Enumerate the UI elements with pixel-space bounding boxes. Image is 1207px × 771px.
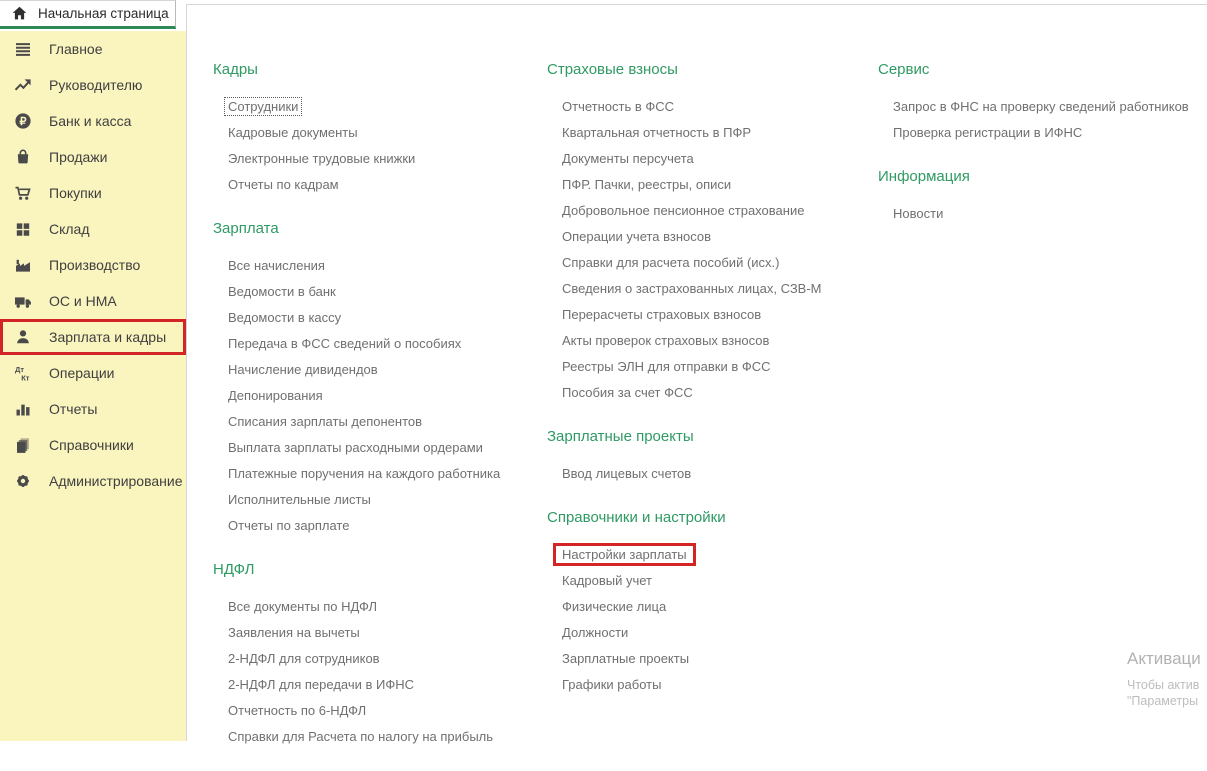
menu-link[interactable]	[213, 645, 545, 671]
sidebar-item-otchety[interactable]	[0, 391, 186, 427]
menu-link[interactable]	[213, 512, 545, 538]
menu-link[interactable]	[547, 379, 879, 405]
menu-link[interactable]	[878, 200, 1207, 226]
chart-icon	[14, 400, 34, 418]
section-title-servis: Сервис	[878, 61, 930, 78]
sidebar-item-label: Зарплата и кадры	[49, 329, 167, 345]
grid-icon	[14, 220, 34, 238]
section-title-spravochniki-i-nastrojki: Справочники и настройки	[547, 509, 726, 526]
sidebar-item-label: Главное	[49, 41, 103, 57]
menu-link-label: Передача в ФСС сведений о пособиях	[228, 335, 462, 351]
menu-link[interactable]	[213, 119, 545, 145]
ruble-icon	[14, 112, 34, 130]
sidebar-item-label: Банк и касса	[49, 113, 132, 129]
sidebar-item-operacii[interactable]	[0, 355, 186, 391]
menu-link[interactable]	[547, 593, 879, 619]
sidebar-item-label: Продажи	[49, 149, 108, 165]
column-kadry-zarplata-ndfl	[213, 60, 545, 771]
menu-link[interactable]	[213, 278, 545, 304]
trend-icon	[14, 76, 34, 94]
menu-link[interactable]	[547, 223, 879, 249]
menu-link[interactable]	[213, 145, 545, 171]
sidebar-item-zarplata-i-kadry[interactable]	[0, 319, 186, 355]
menu-link[interactable]	[213, 356, 545, 382]
svg-text:Кт: Кт	[21, 373, 30, 382]
menu-link-label: Проверка регистрации в ИФНС	[893, 124, 1083, 140]
menu-link-label: Кадровые документы	[228, 124, 358, 140]
menu-link-label: Сведения о застрахованных лицах, СЗВ-М	[562, 280, 822, 296]
menu-link-label: Отчеты по зарплате	[228, 517, 350, 533]
section-zarplatnye-proekty	[547, 427, 879, 486]
menu-link-label: Графики работы	[562, 676, 662, 692]
menu-link-label: Зарплатные проекты	[562, 650, 690, 666]
menu-link[interactable]	[547, 460, 879, 486]
section-zarplata	[213, 219, 545, 538]
menu-link-label: Документы персучета	[562, 150, 694, 166]
menu-link[interactable]	[547, 645, 879, 671]
menu-link-label: Отчетность в ФСС	[562, 98, 675, 114]
menu-link-label: Ввод лицевых счетов	[562, 465, 692, 481]
menu-link[interactable]	[547, 249, 879, 275]
menu-link-label: Начисление дивидендов	[228, 361, 378, 377]
menu-link-label: Настройки зарплаты	[553, 543, 696, 566]
menu-link[interactable]	[213, 486, 545, 512]
column-vznosy-proekty-nastrojki	[547, 60, 879, 719]
menu-link[interactable]	[213, 723, 545, 749]
books-icon	[14, 436, 34, 454]
section-ndfl	[213, 560, 545, 749]
section-title-ndfl: НДФЛ	[213, 561, 255, 578]
sidebar-item-os-i-nma[interactable]	[0, 283, 186, 319]
sidebar-item-label: Справочники	[49, 437, 134, 453]
watermark-line: Чтобы актив	[1127, 678, 1200, 692]
sidebar-item-label: Отчеты	[49, 401, 98, 417]
menu-link-label: Операции учета взносов	[562, 228, 712, 244]
menu-link-label: Справки для Расчета по налогу на прибыль	[228, 728, 494, 744]
menu-link-label: Ведомости в банк	[228, 283, 336, 299]
menu-link-label: Справки для расчета пособий (исх.)	[562, 254, 780, 270]
menu-link-label: Платежные поручения на каждого работника	[228, 465, 501, 481]
sidebar-item-label: Склад	[49, 221, 90, 237]
sidebar-item-rukovoditelyu[interactable]	[0, 67, 186, 103]
menu-link[interactable]	[213, 171, 545, 197]
menu-link[interactable]	[213, 408, 545, 434]
sidebar-item-sklad[interactable]	[0, 211, 186, 247]
section-title-zarplatnye-proekty: Зарплатные проекты	[547, 428, 694, 445]
section-servis	[878, 60, 1207, 145]
menu-link[interactable]	[213, 434, 545, 460]
menu-icon	[14, 40, 34, 58]
menu-link-label: Списания зарплаты депонентов	[228, 413, 423, 429]
tab-label: Начальная страница	[38, 6, 169, 21]
menu-link-label: Ведомости в кассу	[228, 309, 342, 325]
menu-link[interactable]	[547, 567, 879, 593]
menu-link-label: Отчетность по 6-НДФЛ	[228, 702, 367, 718]
watermark-line: Активаци	[1127, 649, 1201, 668]
sidebar-item-label: Администрирование	[49, 473, 183, 489]
menu-link-label: Добровольное пенсионное страхование	[562, 202, 805, 218]
sidebar-item-label: Операции	[49, 365, 115, 381]
menu-link[interactable]	[878, 119, 1207, 145]
menu-link-label: Депонирования	[228, 387, 323, 403]
home-icon	[11, 5, 28, 22]
menu-link-label: ПФР. Пачки, реестры, описи	[562, 176, 732, 192]
section-title-strahovye-vznosy: Страховые взносы	[547, 61, 678, 78]
menu-link-label: Отчеты по кадрам	[228, 176, 339, 192]
menu-link-label: 2-НДФЛ для передачи в ИФНС	[228, 676, 415, 692]
menu-link-label: Перерасчеты страховых взносов	[562, 306, 762, 322]
menu-link-label: Акты проверок страховых взносов	[562, 332, 770, 348]
menu-link[interactable]	[547, 671, 879, 697]
factory-icon	[14, 256, 34, 274]
dtkt-icon	[14, 364, 34, 382]
menu-link-label: Пособия за счет ФСС	[562, 384, 693, 400]
menu-link[interactable]	[213, 252, 545, 278]
menu-link[interactable]	[547, 301, 879, 327]
tab-home-page[interactable]	[0, 0, 176, 29]
menu-link[interactable]	[547, 145, 879, 171]
menu-link[interactable]	[547, 171, 879, 197]
menu-link-label: Исполнительные листы	[228, 491, 371, 507]
person-icon	[14, 328, 34, 346]
sidebar-item-prodazhi[interactable]	[0, 139, 186, 175]
menu-link-label: Квартальная отчетность в ПФР	[562, 124, 752, 140]
column-servis-informaciya	[878, 60, 1207, 248]
sidebar-item-proizvodstvo[interactable]	[0, 247, 186, 283]
menu-link[interactable]	[547, 619, 879, 645]
menu-link[interactable]	[878, 93, 1207, 119]
section-title-zarplata: Зарплата	[213, 220, 279, 237]
menu-link-label: Реестры ЭЛН для отправки в ФСС	[562, 358, 771, 374]
menu-link-label: Физические лица	[562, 598, 667, 614]
menu-link-label: 2-НДФЛ для сотрудников	[228, 650, 380, 666]
menu-link[interactable]	[547, 93, 879, 119]
menu-link[interactable]	[213, 304, 545, 330]
sidebar-item-pokupki[interactable]	[0, 175, 186, 211]
menu-link-label: Новости	[893, 205, 944, 221]
menu-link-label: Все документы по НДФЛ	[228, 598, 378, 614]
menu-link[interactable]	[547, 541, 879, 567]
menu-link-label: Электронные трудовые книжки	[228, 150, 416, 166]
watermark-line: "Параметры	[1127, 694, 1199, 708]
menu-link-label: Все начисления	[228, 257, 325, 273]
menu-link-label: Кадровый учет	[562, 572, 652, 588]
sidebar-item-administrirovanie[interactable]	[0, 463, 186, 499]
menu-link[interactable]	[213, 593, 545, 619]
menu-link[interactable]	[213, 697, 545, 723]
gear-icon	[14, 472, 34, 490]
menu-link[interactable]	[213, 671, 545, 697]
truck-icon	[14, 292, 34, 310]
menu-link[interactable]	[547, 197, 879, 223]
sidebar-item-label: Покупки	[49, 185, 102, 201]
sidebar-item-bank-i-kassa[interactable]	[0, 103, 186, 139]
menu-link-label: Должности	[562, 624, 629, 640]
menu-link-label: Выплата зарплаты расходными ордерами	[228, 439, 483, 455]
menu-link[interactable]	[213, 93, 545, 119]
bag-icon	[14, 148, 34, 166]
menu-link-label: Запрос в ФНС на проверку сведений работников	[893, 98, 1189, 114]
menu-link[interactable]	[213, 619, 545, 645]
section-title-informaciya: Информация	[878, 168, 970, 185]
sidebar	[0, 31, 186, 741]
section-informaciya	[878, 167, 1207, 226]
sidebar-item-label: ОС и НМА	[49, 293, 117, 309]
menu-link-label: Сотрудники	[225, 98, 301, 115]
section-strahovye-vznosy	[547, 60, 879, 405]
menu-link-label: Заявления на вычеты	[228, 624, 360, 640]
menu-link[interactable]	[547, 119, 879, 145]
section-kadry	[213, 60, 545, 197]
menu-link[interactable]	[213, 382, 545, 408]
menu-link[interactable]	[547, 327, 879, 353]
menu-link[interactable]	[213, 460, 545, 486]
menu-link[interactable]	[547, 353, 879, 379]
section-title-kadry: Кадры	[213, 61, 258, 78]
svg-text:₽: ₽	[19, 116, 27, 128]
cart-icon	[14, 184, 34, 202]
sidebar-item-spravochniki[interactable]	[0, 427, 186, 463]
section-spravochniki-i-nastrojki	[547, 508, 879, 697]
sidebar-item-label: Производство	[49, 257, 141, 273]
menu-link[interactable]	[213, 330, 545, 356]
svg-text:Дт: Дт	[15, 365, 25, 374]
menu-link[interactable]	[547, 275, 879, 301]
sidebar-item-label: Руководителю	[49, 77, 143, 93]
sidebar-item-glavnoe[interactable]	[0, 31, 186, 67]
